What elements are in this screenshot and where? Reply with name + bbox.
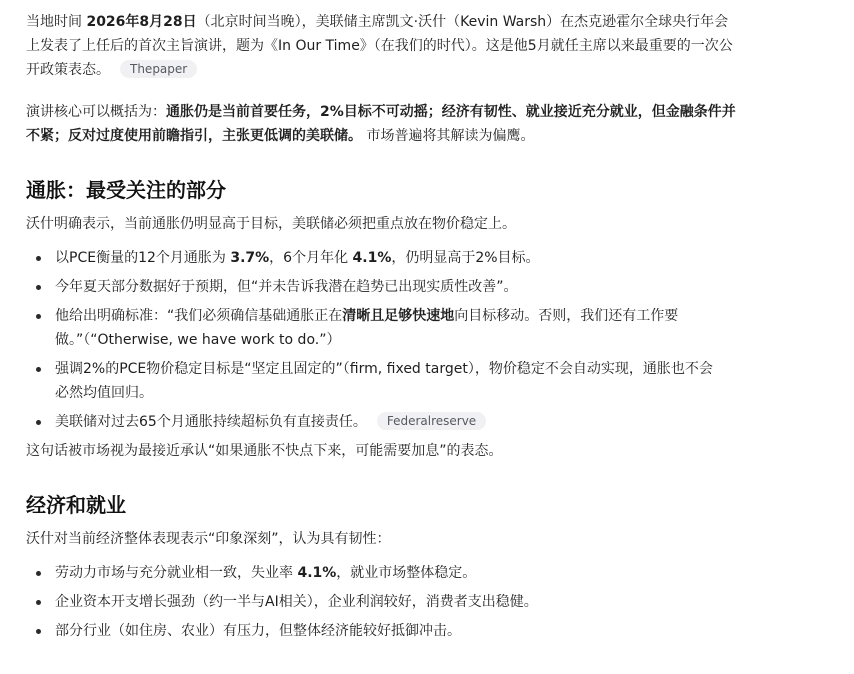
bullet-dot <box>36 571 41 576</box>
bullet-dot <box>36 314 41 319</box>
summary-paragraph <box>26 100 736 148</box>
summary-bold: 通胀仍是当前首要任务，2%目标不可动摇；经济有韧性、就业接近充分就业，但金融条件并不紧；反对过度使用前瞻指引，主张更低调的美联储。 <box>26 104 736 144</box>
bullet-dot <box>36 420 41 425</box>
bullet-dot <box>36 367 41 372</box>
section-heading-inflation: 通胀：最受关注的部分 <box>26 178 226 202</box>
section-heading-economy: 经济和就业 <box>26 493 126 517</box>
inflation-list <box>26 246 726 434</box>
intro-paragraph <box>26 10 736 82</box>
source-chip-thepaper[interactable]: Thepaper <box>120 60 197 78</box>
list-item <box>26 357 726 405</box>
bullet-dot <box>36 600 41 605</box>
item-bold-value: 4.1% <box>352 250 392 266</box>
item-text: ，就业市场整体稳定。 <box>336 565 477 581</box>
list-item <box>26 619 726 643</box>
item-bold-value: 3.7% <box>230 250 270 266</box>
intro-text-1: 当地时间 <box>26 14 87 30</box>
list-item <box>26 304 726 352</box>
item-text: ，6个月年化 <box>269 250 353 266</box>
list-item <box>26 246 726 270</box>
inflation-closing: 这句话被市场视为最接近承认“如果通胀不快点下来，可能需要加息”的表态。 <box>26 443 503 459</box>
bullet-dot <box>36 285 41 290</box>
summary-text-1: 演讲核心可以概括为： <box>26 104 166 120</box>
list-item <box>26 561 726 585</box>
item-text: 他给出明确标准：“我们必须确信基础通胀正在 <box>55 308 343 324</box>
inflation-lead: 沃什明确表示，当前通胀仍明显高于目标，美联储必须把重点放在物价稳定上。 <box>26 216 516 232</box>
item-text: 部分行业（如住房、农业）有压力，但整体经济能较好抵御冲击。 <box>55 623 461 639</box>
item-text: 今年夏天部分数据好于预期，但“并未告诉我潜在趋势已出现实质性改善”。 <box>55 279 518 295</box>
item-bold-text: 清晰且足够快速地 <box>342 308 455 324</box>
intro-text-2: （北京时间当晚），美联储主席凯文·沃什（Kevin Warsh）在杰克逊霍尔全球央行年会上发表了上任后的首次主旨演讲，题为《In Our Time》（在我们的时代）。这是他5月就任主席以来最重要的一次公开政策表态。 <box>26 14 733 78</box>
item-text: 美联储对过去65个月通胀持续超标负有直接责任。 <box>55 414 367 430</box>
bullet-dot <box>36 629 41 634</box>
item-text: 强调2%的PCE物价稳定目标是“坚定且固定的”（firm, fixed target），物价稳定不会自动实现，通胀也不会必然均值回归。 <box>55 361 713 401</box>
economy-list <box>26 561 726 643</box>
list-item <box>26 275 726 299</box>
list-item <box>26 410 726 434</box>
item-text: 向目标移动。否则，我们还有工作要做。”（“Otherwise, we have work to do.”） <box>55 308 679 348</box>
item-text: ，仍明显高于2%目标。 <box>391 250 540 266</box>
economy-lead: 沃什对当前经济整体表现表示“印象深刻”，认为具有韧性： <box>26 531 391 547</box>
summary-text-2: 市场普遍将其解读为偏鹰。 <box>362 128 535 144</box>
list-item <box>26 590 726 614</box>
intro-date: 2026年8月28日 <box>86 14 197 30</box>
bullet-dot <box>36 256 41 261</box>
item-text: 企业资本开支增长强劲（约一半与AI相关），企业利润较好，消费者支出稳健。 <box>55 594 538 610</box>
item-text: 以PCE衡量的12个月通胀为 <box>55 250 231 266</box>
item-bold-value: 4.1% <box>297 565 337 581</box>
item-text: 劳动力市场与充分就业相一致，失业率 <box>55 565 298 581</box>
source-chip-federalreserve[interactable]: Federalreserve <box>377 412 486 430</box>
